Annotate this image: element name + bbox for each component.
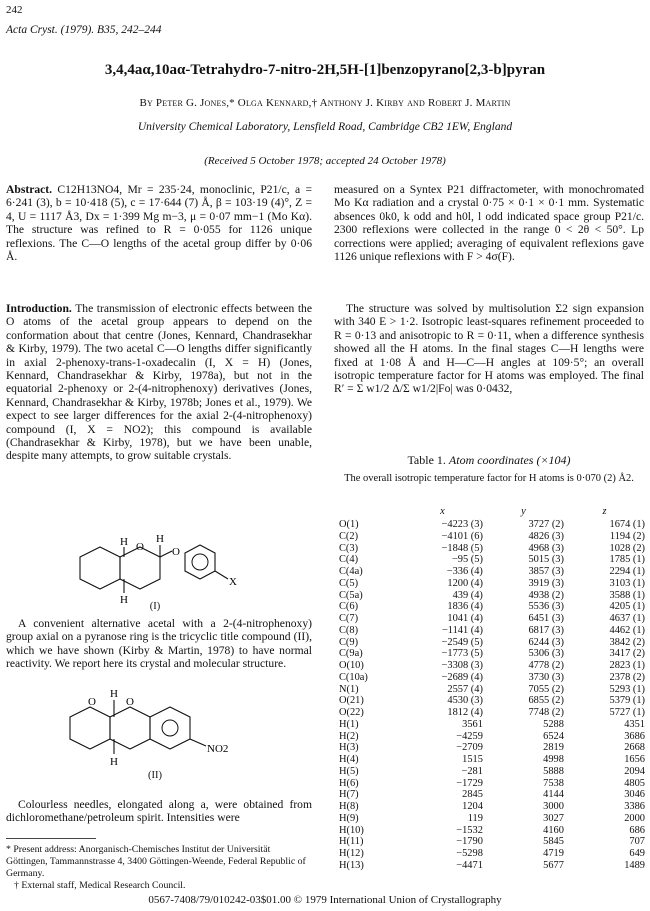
z-cell: 3046 bbox=[624, 789, 645, 801]
atom-label-cell: C(9) bbox=[339, 636, 359, 648]
y-cell: 4144 bbox=[543, 789, 564, 801]
atom-label-cell: H(8) bbox=[339, 801, 359, 812]
z-cell: 5379 (1) bbox=[609, 695, 645, 707]
table-caption-prefix: Table 1. bbox=[407, 453, 446, 467]
atom-label-cell: C(8) bbox=[339, 624, 359, 636]
table-row bbox=[325, 836, 645, 848]
y-cell: 3027 bbox=[543, 812, 564, 824]
x-cell: 1041 (4) bbox=[447, 613, 483, 624]
z-cell: 1656 bbox=[624, 754, 645, 765]
table-row bbox=[325, 801, 645, 813]
atom-label-cell: C(2) bbox=[339, 530, 359, 542]
y-cell: 4826 (3) bbox=[528, 530, 564, 542]
paragraph-2 bbox=[6, 617, 312, 671]
z-cell: 2094 bbox=[624, 765, 645, 777]
y-cell: 5288 bbox=[543, 718, 564, 730]
y-cell: 5845 bbox=[543, 836, 564, 848]
journal-reference: Acta Cryst. (1979). B35, 242–244 bbox=[6, 24, 162, 36]
right-column-para-2 bbox=[334, 302, 644, 396]
x-cell: −4101 (6) bbox=[441, 530, 483, 542]
atom-label-cell: C(4a) bbox=[339, 566, 363, 577]
y-cell: 4968 (3) bbox=[528, 542, 564, 554]
atom-label-cell: H(7) bbox=[339, 789, 359, 801]
table-row bbox=[325, 613, 645, 625]
right-para-2-text: The structure was solved by multisolution Σ2 sign expansion with 340 E > 1·2. Isotropic least-squares refinement proceeded to R = 0·13 and anisotropic to R = 0·11, when a difference synthesis showed all the H atoms. In the final stages C—H lengths were fixed at 1·08 Å and H—C—H angles at 109·5°; an overall isotropic temperature factor for H atoms was employed. The final R′ = Σ w1/2 Δ/Σ w1/2|Fo| was 0·0432, bbox=[334, 302, 644, 396]
table-1-caption bbox=[334, 453, 644, 468]
x-cell: 4530 (3) bbox=[447, 695, 483, 707]
abstract-block bbox=[6, 183, 312, 263]
x-cell: −4471 bbox=[456, 859, 483, 871]
table-row bbox=[325, 707, 645, 719]
atom-label-cell: H(3) bbox=[339, 742, 359, 754]
y-cell: 6855 (2) bbox=[528, 695, 564, 707]
x-cell: −336 (4) bbox=[446, 566, 483, 577]
atom-label-cell: C(4) bbox=[339, 554, 359, 566]
x-cell: 1204 bbox=[462, 801, 483, 812]
page-number: 242 bbox=[6, 4, 23, 16]
table-row bbox=[325, 531, 645, 543]
table-1-note: The overall isotropic temperature factor for H atoms is 0·070 (2) Å2. bbox=[344, 473, 634, 484]
atom-o-ring-1: O bbox=[136, 541, 144, 553]
z-cell: 1489 bbox=[624, 859, 645, 871]
x-cell: −4259 bbox=[456, 730, 483, 742]
y-cell: 4778 (2) bbox=[528, 660, 564, 671]
article-title: 3,4,4aα,10aα-Tetrahydro-7-nitro-2H,5H-[1]benzopyrano[2,3-b]pyran bbox=[104, 62, 546, 78]
atom-label-cell: H(2) bbox=[339, 730, 359, 742]
footnote-2: † External staff, Medical Research Council. bbox=[14, 880, 186, 891]
table-row bbox=[325, 543, 645, 555]
x-cell: −281 bbox=[461, 765, 483, 777]
y-cell: 7748 (2) bbox=[528, 707, 564, 718]
table-row bbox=[325, 742, 645, 754]
atom-label-cell: H(5) bbox=[339, 765, 359, 777]
z-cell: 3103 (1) bbox=[609, 577, 645, 589]
z-cell: 3842 (2) bbox=[609, 636, 645, 648]
table-row bbox=[325, 695, 645, 707]
z-cell: 4462 (1) bbox=[609, 624, 645, 636]
atom-h-top-2: H bbox=[110, 688, 118, 700]
y-cell: 5536 (3) bbox=[528, 601, 564, 613]
atom-label-cell: O(1) bbox=[339, 519, 359, 530]
right-column-para-1 bbox=[334, 183, 644, 263]
atom-label-cell: N(1) bbox=[339, 683, 359, 695]
y-cell: 4938 (2) bbox=[528, 589, 564, 601]
atom-h-anomeric-1: H bbox=[156, 533, 164, 545]
footnote-rule bbox=[6, 838, 96, 839]
atom-label-cell: C(7) bbox=[339, 613, 359, 624]
atom-label-cell: O(22) bbox=[339, 707, 364, 718]
table-row bbox=[325, 813, 645, 825]
table-row bbox=[325, 731, 645, 743]
z-cell: 3417 (2) bbox=[609, 648, 645, 660]
z-cell: 686 bbox=[629, 824, 645, 836]
z-cell: 2668 bbox=[624, 742, 645, 754]
x-cell: −1729 bbox=[456, 777, 483, 789]
table-row bbox=[325, 684, 645, 696]
structure-figure-2 bbox=[40, 682, 270, 772]
atom-coordinates-table bbox=[325, 505, 645, 872]
y-cell: 7538 bbox=[543, 777, 564, 789]
x-cell: −3308 (3) bbox=[441, 660, 483, 671]
z-cell: 3686 bbox=[624, 730, 645, 742]
atom-h-bottom-2: H bbox=[110, 756, 118, 768]
atom-label-cell: H(10) bbox=[339, 824, 364, 836]
x-cell: −1790 bbox=[456, 836, 483, 848]
paragraph-3 bbox=[6, 798, 312, 825]
atom-label-cell: H(4) bbox=[339, 754, 359, 765]
received-dates: (Received 5 October 1978; accepted 24 October 1978) bbox=[204, 155, 446, 167]
atom-label-cell: C(3) bbox=[339, 542, 359, 554]
table-row bbox=[325, 648, 645, 660]
atom-label-cell: H(13) bbox=[339, 859, 364, 871]
x-cell: 1812 (4) bbox=[447, 707, 483, 718]
table-row bbox=[325, 566, 645, 578]
table-row bbox=[325, 625, 645, 637]
atom-label-cell: C(10a) bbox=[339, 671, 368, 683]
table-row bbox=[325, 519, 645, 531]
y-cell: 4719 bbox=[543, 848, 564, 859]
introduction-block bbox=[6, 302, 312, 463]
table-row bbox=[325, 848, 645, 860]
table-row bbox=[325, 672, 645, 684]
y-cell: 2819 bbox=[543, 742, 564, 754]
table-row bbox=[325, 637, 645, 649]
copyright-line: 0567-7408/79/010242-03$01.00 © 1979 International Union of Crystallography bbox=[148, 894, 502, 906]
atom-o-ether-1: O bbox=[172, 546, 180, 558]
table-header-row bbox=[325, 505, 645, 519]
y-cell: 5015 (3) bbox=[528, 554, 564, 566]
introduction-heading: Introduction. bbox=[6, 302, 72, 315]
y-cell: 3727 (2) bbox=[528, 519, 564, 530]
table-row bbox=[325, 754, 645, 766]
figure-2-label: (II) bbox=[148, 770, 162, 781]
y-cell: 5306 (3) bbox=[528, 648, 564, 660]
header-x: x bbox=[440, 506, 445, 518]
atom-o-ring-3: O bbox=[126, 696, 134, 708]
atom-label-cell: O(10) bbox=[339, 660, 364, 671]
z-cell: 707 bbox=[629, 836, 645, 848]
y-cell: 3730 (3) bbox=[528, 671, 564, 683]
y-cell: 4160 bbox=[543, 824, 564, 836]
y-cell: 3857 (3) bbox=[528, 566, 564, 577]
table-row bbox=[325, 860, 645, 872]
y-cell: 3919 (3) bbox=[528, 577, 564, 589]
x-cell: −1532 bbox=[456, 824, 483, 836]
z-cell: 1028 (2) bbox=[609, 542, 645, 554]
y-cell: 6817 (3) bbox=[528, 624, 564, 636]
z-cell: 1674 (1) bbox=[609, 519, 645, 530]
z-cell: 5293 (1) bbox=[609, 683, 645, 695]
introduction-text: The transmission of electronic effects between the O atoms of the acetal group appears to depend on the conformation about that centre (Jones, Kennard, Chandrasekhar & Kirby, 1979). The two acetal C—O lengths differ significantly in axial 2-phenoxy-trans-1-oxadecalin (I, X = H) (Jones, Kennard, Chandrasekhar & Kirby, 1978a), but not in the equatorial 2-phenoxy or 2-(4-nitrophenoxy) derivatives (Jones, Kennard, Chandrasekhar & Kirby, 1978b; Jones et al., 1979). We expect to see larger differences for the axial 2-(4-nitrophenoxy) compound (I, X = NO2); this compound is available (Chandrasekhar & Kirby, 1978), but we have been unable, despite many attempts, to grow suitable crystals. bbox=[6, 302, 312, 463]
x-cell: −5298 bbox=[456, 848, 483, 859]
z-cell: 1194 (2) bbox=[609, 530, 645, 542]
author-list: By Peter G. Jones,* Olga Kennard,† Anthony J. Kirby and Robert J. Martin bbox=[139, 97, 511, 109]
atom-no2: NO2 bbox=[207, 743, 229, 755]
table-row bbox=[325, 778, 645, 790]
z-cell: 5727 (1) bbox=[609, 707, 645, 718]
z-cell: 3386 bbox=[624, 801, 645, 812]
y-cell: 3000 bbox=[543, 801, 564, 812]
atom-label-cell: C(6) bbox=[339, 601, 359, 613]
x-cell: 1836 (4) bbox=[447, 601, 483, 613]
atom-label-cell: O(21) bbox=[339, 695, 364, 707]
x-cell: −95 (5) bbox=[451, 554, 483, 566]
x-cell: 3561 bbox=[462, 718, 483, 730]
atom-label-cell: H(6) bbox=[339, 777, 359, 789]
x-cell: −1848 (5) bbox=[441, 542, 483, 554]
atom-label-cell: H(9) bbox=[339, 812, 359, 824]
y-cell: 6244 (3) bbox=[528, 636, 564, 648]
header-z: z bbox=[602, 506, 607, 518]
x-cell: −2689 (4) bbox=[441, 671, 483, 683]
atom-label-cell: C(9a) bbox=[339, 648, 363, 660]
x-cell: −1141 (4) bbox=[441, 624, 483, 636]
z-cell: 3588 (1) bbox=[609, 589, 645, 601]
x-cell: 119 bbox=[467, 812, 483, 824]
y-cell: 7055 (2) bbox=[528, 683, 564, 695]
table-row bbox=[325, 660, 645, 672]
x-cell: 2845 bbox=[462, 789, 483, 801]
z-cell: 1785 (1) bbox=[609, 554, 645, 566]
table-row bbox=[325, 719, 645, 731]
atom-x-1: X bbox=[229, 576, 237, 588]
x-cell: 1200 (4) bbox=[447, 577, 483, 589]
table-row bbox=[325, 590, 645, 602]
x-cell: −2549 (5) bbox=[441, 636, 483, 648]
y-cell: 4998 bbox=[543, 754, 564, 765]
table-row bbox=[325, 554, 645, 566]
x-cell: −1773 (5) bbox=[441, 648, 483, 660]
x-cell: 2557 (4) bbox=[447, 683, 483, 695]
z-cell: 4351 bbox=[624, 718, 645, 730]
abstract-heading: Abstract. bbox=[6, 183, 53, 196]
paragraph-3-text: Colourless needles, elongated along a, were obtained from dichloromethane/petroleum spirit. Intensities were bbox=[6, 798, 312, 825]
atom-h-top-1: H bbox=[120, 536, 128, 548]
right-para-1-text: measured on a Syntex P21 diffractometer, with monochromated Mo Kα radiation and a crystal 0·75 × 0·1 × 0·1 mm. Systematic absences 0k0, k odd and h0l, l odd indicated space group P21/c. 2300 reflexions were collected in the range 0 < 2θ < 50°. Lp corrections were applied; averaging of equivalent reflexions gave 1126 unique reflexions with F > 4σ(F). bbox=[334, 183, 644, 264]
x-cell: −4223 (3) bbox=[441, 519, 483, 530]
atom-label-cell: H(1) bbox=[339, 718, 359, 730]
z-cell: 2000 bbox=[624, 812, 645, 824]
atom-label-cell: C(5a) bbox=[339, 589, 363, 601]
z-cell: 2378 (2) bbox=[609, 671, 645, 683]
y-cell: 5888 bbox=[543, 765, 564, 777]
z-cell: 4205 (1) bbox=[609, 601, 645, 613]
x-cell: 439 (4) bbox=[452, 589, 483, 601]
affiliation: University Chemical Laboratory, Lensfield Road, Cambridge CB2 1EW, England bbox=[137, 121, 513, 133]
table-row bbox=[325, 578, 645, 590]
table-row bbox=[325, 789, 645, 801]
header-atom bbox=[325, 505, 402, 519]
paragraph-2-text: A convenient alternative acetal with a 2-(4-nitrophenoxy) group axial on a pyranose ring is the tricyclic title compound (II), which we have shown (Kirby & Martin, 1978) to have normal reactivity. We report here its crystal and molecular structure. bbox=[6, 617, 312, 671]
y-cell: 6451 (3) bbox=[528, 613, 564, 624]
atom-label-cell: C(5) bbox=[339, 577, 359, 589]
table-caption-title: Atom coordinates (×104) bbox=[448, 453, 571, 467]
x-cell: 1515 bbox=[462, 754, 483, 765]
y-cell: 6524 bbox=[543, 730, 564, 742]
table-row bbox=[325, 601, 645, 613]
abstract-text: C12H13NO4, Mr = 235·24, monoclinic, P21/c, a = 6·241 (3), b = 10·418 (5), c = 17·644 (7) Å, β = 103·19 (4)°, Z = 4, U = 1117 Å3, Dx = 1·399 Mg m−3, μ = 0·07 mm−1 (Mo Kα). The structure was refined to R = 0·055 for 1126 unique reflexions. The C—O lengths of the acetal group differ by 0·06 Å. bbox=[6, 183, 312, 264]
atom-label-cell: H(12) bbox=[339, 848, 364, 859]
header-y: y bbox=[521, 506, 526, 518]
atom-o-ring-2: O bbox=[88, 696, 96, 708]
atom-h-bottom-1: H bbox=[120, 594, 128, 606]
structure-diagram-2 bbox=[40, 682, 280, 772]
footnotes bbox=[6, 844, 312, 892]
z-cell: 649 bbox=[629, 848, 645, 859]
z-cell: 2823 (1) bbox=[609, 660, 645, 671]
figure-1-label: (I) bbox=[149, 601, 161, 612]
y-cell: 5677 bbox=[543, 859, 564, 871]
x-cell: −2709 bbox=[456, 742, 483, 754]
z-cell: 4637 (1) bbox=[609, 613, 645, 624]
table-row bbox=[325, 825, 645, 837]
table-row bbox=[325, 766, 645, 778]
atom-label-cell: H(11) bbox=[339, 836, 364, 848]
footnote-1: * Present address: Anorganisch-Chemisches Institut der Universität Göttingen, Tammannstrasse 4, 3400 Göttingen-Weende, Federal Republic of Germany. bbox=[6, 844, 306, 879]
z-cell: 2294 (1) bbox=[609, 566, 645, 577]
z-cell: 4805 bbox=[624, 777, 645, 789]
